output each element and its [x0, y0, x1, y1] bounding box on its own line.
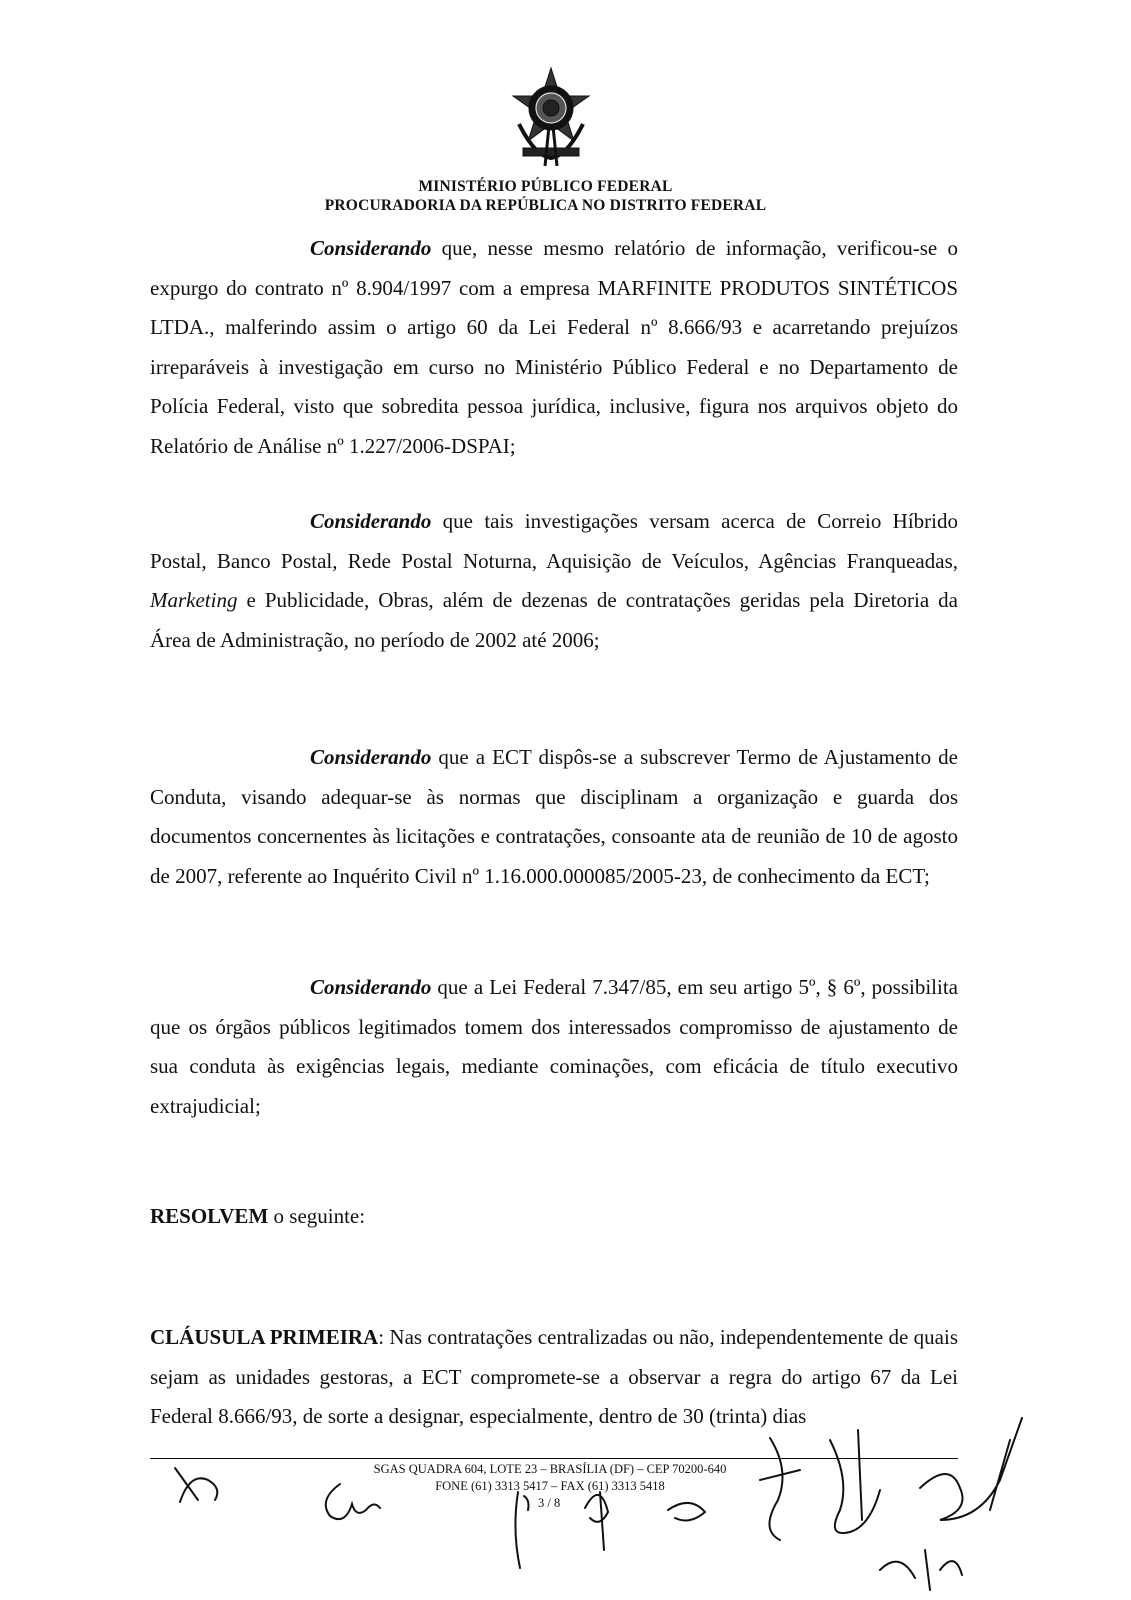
resolvem-bold: RESOLVEM [150, 1204, 269, 1228]
resolvem-rest: o seguinte: [268, 1204, 366, 1228]
page-number: 3 / 8 [538, 1496, 561, 1510]
paragraph-2 [150, 502, 958, 660]
coat-of-arms-emblem [505, 66, 597, 170]
paragraph-text: que a ECT dispôs-se a subscrever Termo de Ajustamento de Conduta, visando adequar-se às normas que disciplinam a organização e guarda dos documentos concernentes às licitações e contratações, consoante ata de reunião de 10 de agosto de 2007, referente ao Inquérito Civil nº 1.16.000.000085/2005-23, de conhecimento da ECT; [150, 745, 958, 888]
italic-term: Marketing [150, 588, 238, 612]
paragraph-4 [150, 968, 958, 1126]
resolvem-line [150, 1204, 365, 1229]
paragraph-1 [150, 229, 958, 466]
paragraph-text: que a Lei Federal 7.347/85, em seu artigo 5º, § 6º, possibilita que os órgãos públicos legitimados tomem dos interessados compromisso de ajustamento de sua conduta às exigências legais, mediante cominações, com eficácia de título executivo extrajudicial; [150, 975, 958, 1118]
clausula-title: CLÁUSULA PRIMEIRA [150, 1325, 379, 1349]
header-procuradoria: PROCURADORIA DA REPÚBLICA NO DISTRITO FEDERAL [324, 197, 767, 214]
paragraph-text: e Publicidade, Obras, além de dezenas de contratações geridas pela Diretoria da Área de Administração, no período de 2002 até 2006; [150, 588, 958, 652]
footer-phone: FONE (61) 3313 5417 – FAX (61) 3313 5418 [435, 1479, 665, 1493]
considerando-lead: Considerando [310, 745, 432, 769]
considerando-lead: Considerando [310, 509, 432, 533]
considerando-lead: Considerando [310, 236, 432, 260]
footer-address: SGAS QUADRA 604, LOTE 23 – BRASÍLIA (DF) – CEP 70200-640 [373, 1462, 727, 1476]
paragraph-text: que, nesse mesmo relatório de informação, verificou-se o expurgo do contrato nº 8.904/1997 com a empresa MARFINITE PRODUTOS SINTÉTICOS LTDA., malferindo assim o artigo 60 da Lei Federal nº 8.666/93 e acarretando prejuízos irreparáveis à investigação em curso no Ministério Público Federal e no Departamento de Polícia Federal, visto que sobredita pessoa jurídica, inclusive, figura nos arquivos objeto do Relatório de Análise nº 1.227/2006-DSPAI; [150, 236, 958, 458]
considerando-lead: Considerando [310, 975, 432, 999]
paragraph-3 [150, 738, 958, 896]
header-ministry: MINISTÉRIO PÚBLICO FEDERAL [418, 178, 673, 195]
paragraph-text: que tais investigações versam acerca de Correio Híbrido Postal, Banco Postal, Rede Postal Noturna, Aquisição de Veículos, Agências Franqueadas, [150, 509, 958, 573]
handwritten-initials [0, 1400, 1131, 1600]
clausula-text: : Nas contratações centralizadas ou não, independentemente de quais sejam as unidades gestoras, a ECT compromete-se a observar a regra do artigo 67 da Lei Federal 8.666/93, de sorte a designar, especialmente, dentro de 30 (trinta) dias [150, 1325, 959, 1428]
